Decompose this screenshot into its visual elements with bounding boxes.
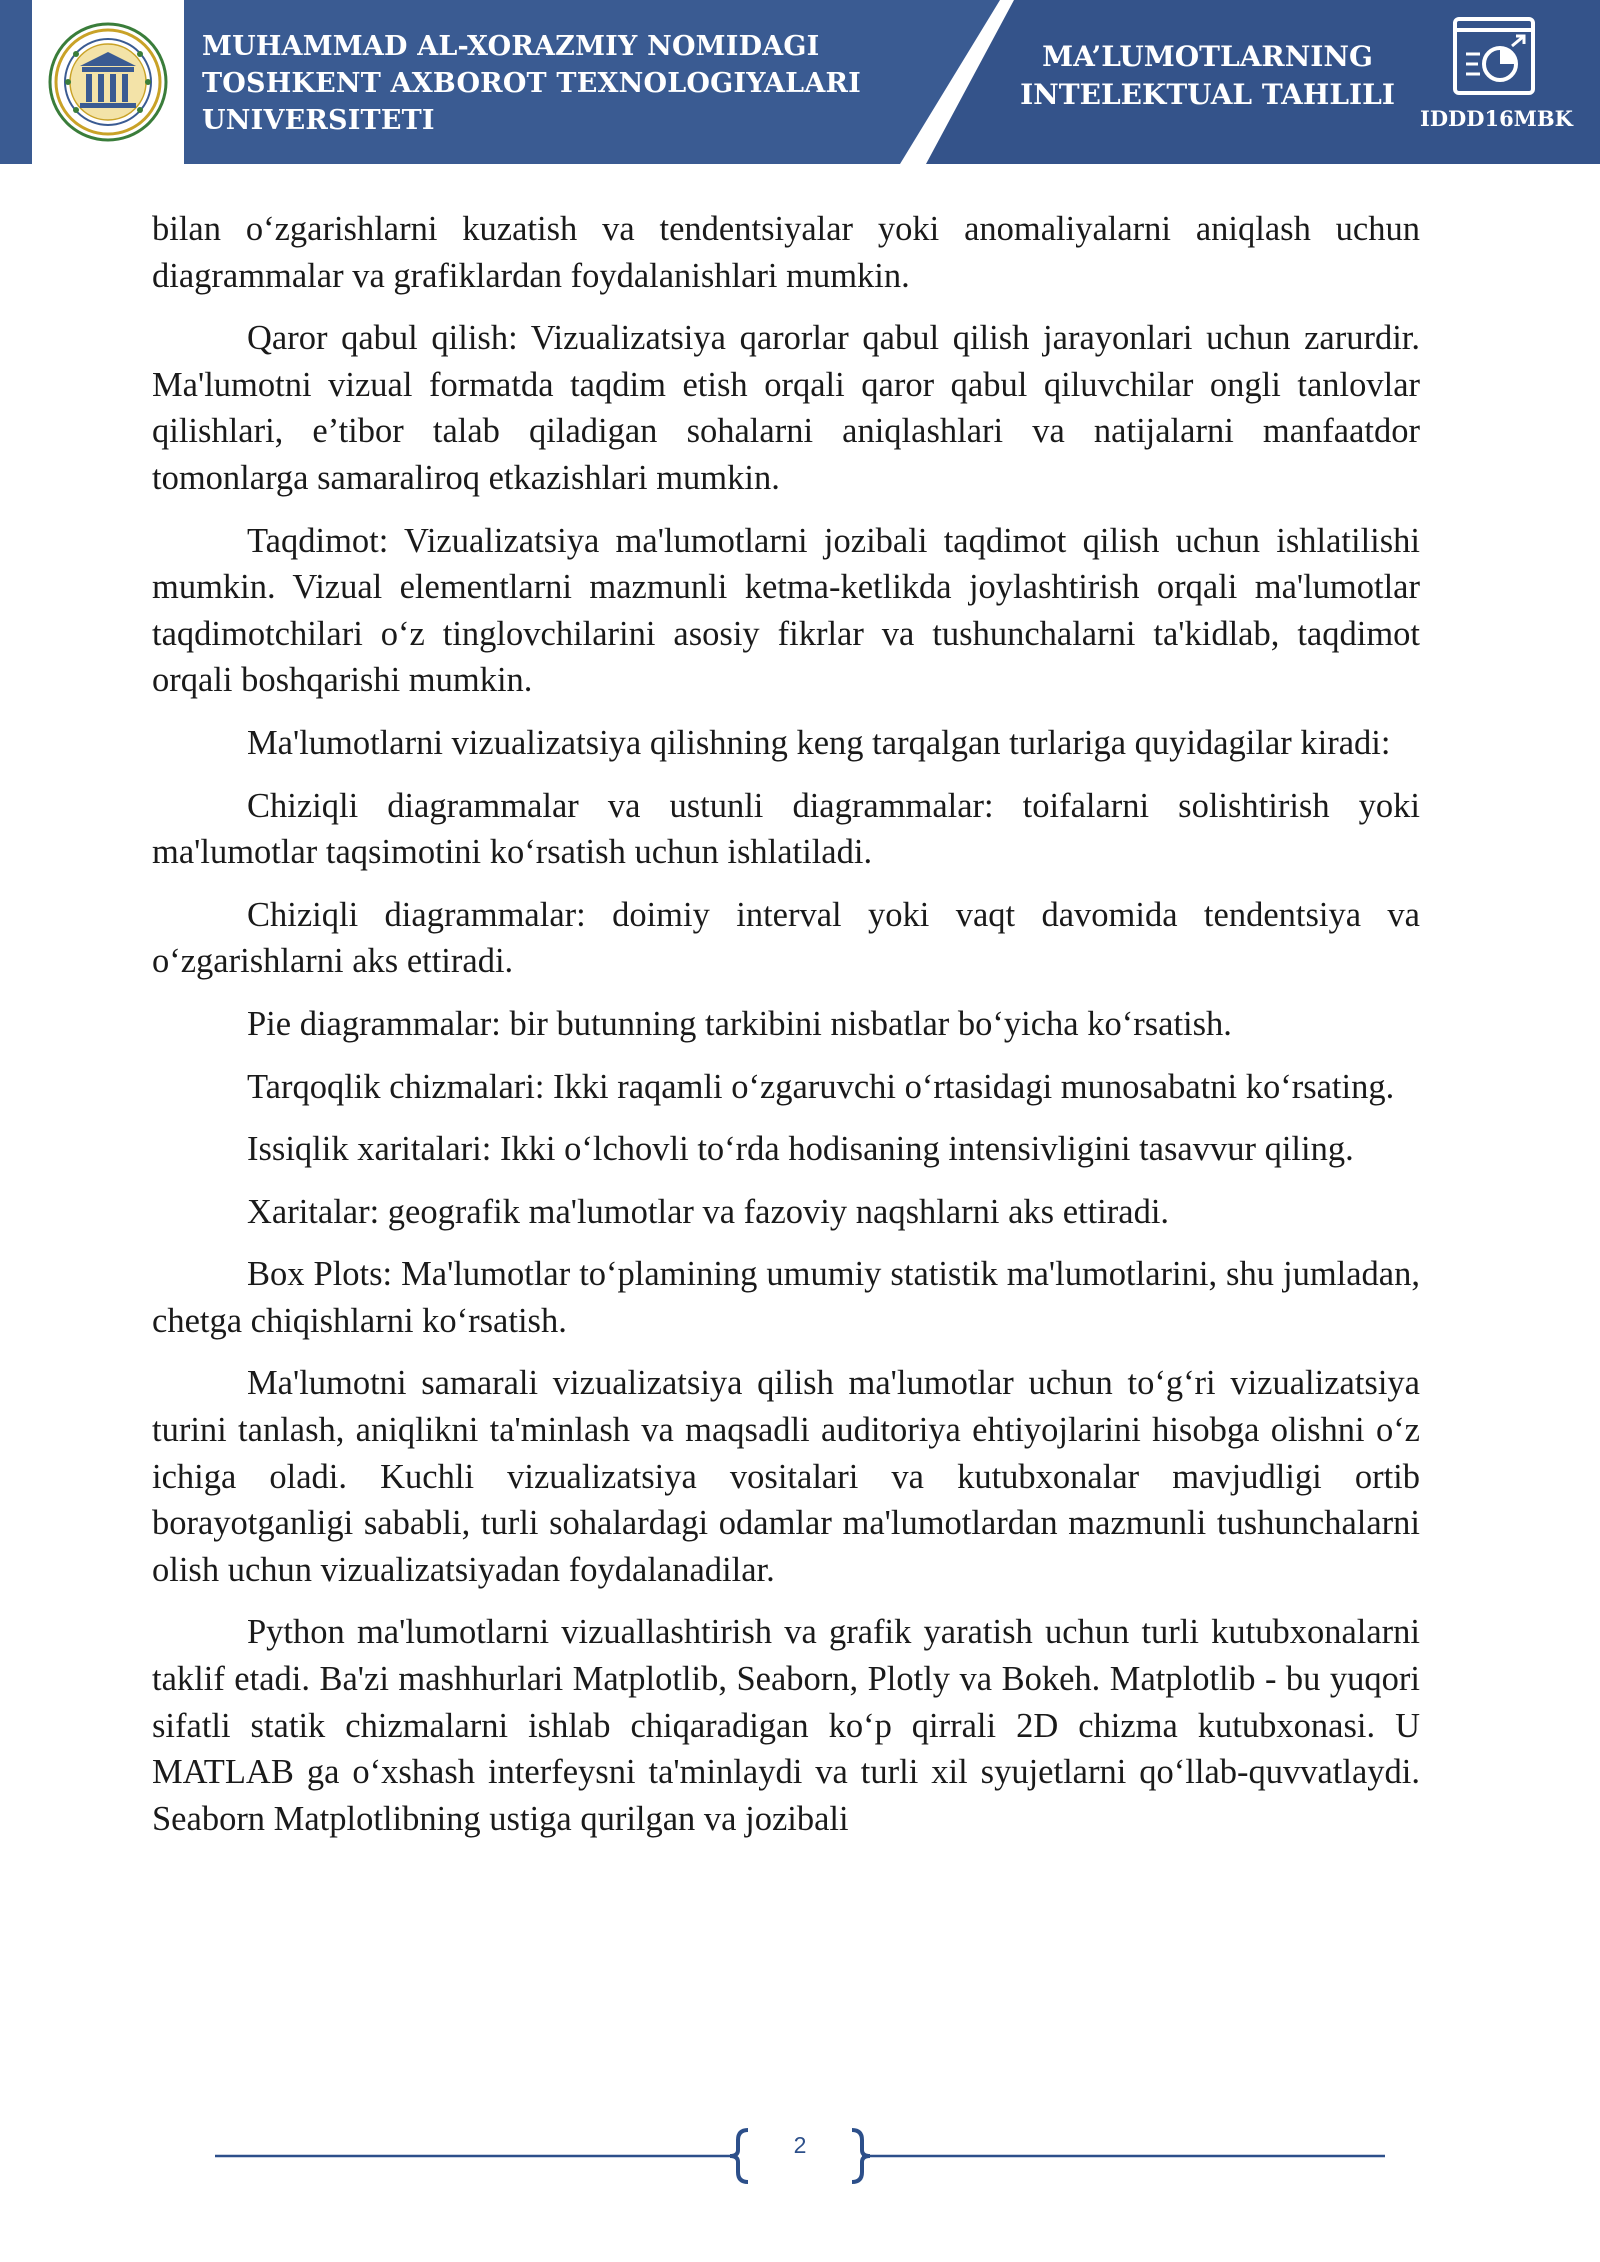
paragraph: Python ma'lumotlarni vizuallashtirish va grafik yaratish uchun turli kutubxonalarni taklif etadi. Ba'zi mashhurlari Matplotlib, Seaborn, Plotly va Bokeh. Matplotlib - bu yuqori sifatli statik chizmalarni ishlab chiqaradigan ko‘p qirrali 2D chizma kutubxonasi. U MATLAB ga o‘xshash interfeysni ta'minlaydi va turli xil syujetlarni qo‘llab-quvvatlaydi. Seaborn Matplotlibning ustiga qurilgan va jozibali (152, 1613, 1420, 1838)
paragraph: Chiziqli diagrammalar: doimiy interval yoki vaqt davomida tendentsiya va o‘zgarishlarni aks ettiradi. (152, 895, 1420, 981)
page-number: 2 (793, 2132, 807, 2158)
paragraph: Tarqoqlik chizmalari: Ikki raqamli o‘zgaruvchi o‘rtasidagi munosabatni ko‘rsating. (247, 1067, 1395, 1106)
paragraph: Qaror qabul qilish: Vizualizatsiya qarorlar qabul qilish jarayonlari uchun zarurdir. Ma'lumotni vizual formatda taqdim etish orqali qaror qabul qiluvchilar ongli tanlovlar qilishlari, e’tibor talab qiladigan sohalarni aniqlashlari va natijalarni manfaatdor tomonlarga samaraliroq etkazishlari mumkin. (152, 319, 1420, 497)
university-name-line: UNIVERSITETI (202, 105, 435, 136)
university-logo (32, 0, 184, 164)
course-title-line: MA’LUMOTLARNING (1042, 40, 1373, 73)
paragraph: Chiziqli diagrammalar va ustunli diagrammalar: toifalarni solishtirish yoki ma'lumotlar taqsimotini ko‘rsatish uchun ishlatiladi. (152, 786, 1420, 872)
page-footer (0, 2120, 1600, 2190)
paragraph: Issiqlik xaritalari: Ikki o‘lchovli to‘rda hodisaning intensivligini tasavvur qiling. (247, 1130, 1354, 1169)
paragraph: bilan o‘zgarishlarni kuzatish va tendentsiyalar yoki anomaliyalarni aniqlash uchun diagrammalar va grafiklardan foydalanishlari mumkin. (152, 210, 1420, 295)
university-emblem-icon (46, 20, 170, 144)
university-name-line: TOSHKENT AXBOROT TEXNOLOGIYALARI (202, 68, 861, 99)
paragraph: Pie diagrammalar: bir butunning tarkibini nisbatlar bo‘yicha ko‘rsatish. (247, 1004, 1232, 1043)
paragraph: Xaritalar: geografik ma'lumotlar va fazoviy naqshlarni aks ettiradi. (247, 1192, 1170, 1231)
course-code: IDDD16MBK (1420, 106, 1573, 131)
university-name (202, 28, 861, 139)
data-analytics-chart-icon (1452, 16, 1536, 100)
page-content (152, 206, 1420, 1858)
course-title-line: INTELEKTUAL TAHLILI (1020, 78, 1395, 111)
course-title (1000, 38, 1415, 114)
paragraph: Box Plots: Ma'lumotlar to‘plamining umumiy statistik ma'lumotlarini, shu jumladan, chetga chiqishlarni ko‘rsatish. (152, 1255, 1420, 1340)
paragraph: Taqdimot: Vizualizatsiya ma'lumotlarni jozibali taqdimot qilish uchun ishlatilishi mumkin. Vizual elementlarni mazmunli ketma-ketlikda joylashtirish orqali ma'lumotlar taqdimotchilari o‘z tinglovchilarini asosiy fikrlar va tushunchalarni ta'kidlab, taqdimot orqali boshqarishi mumkin. (152, 521, 1420, 700)
page-header (0, 0, 1600, 164)
university-name-line: MUHAMMAD AL-XORAZMIY NOMIDAGI (202, 31, 820, 62)
paragraph: Ma'lumotlarni vizualizatsiya qilishning keng tarqalgan turlariga quyidagilar kiradi: (247, 723, 1391, 762)
paragraph: Ma'lumotni samarali vizualizatsiya qilish ma'lumotlar uchun to‘g‘ri vizualizatsiya turini tanlash, aniqlikni ta'minlash va maqsadli auditoriya ehtiyojlarini hisobga olishni o‘z ichiga oladi. Kuchli vizualizatsiya vositalari va kutubxonalar mavjudligi ortib borayotganligi sababli, turli sohalardagi odamlar ma'lumotlardan mazmunli tushunchalarni olish uchun vizualizatsiyadan foydalanadilar. (152, 1364, 1420, 1589)
